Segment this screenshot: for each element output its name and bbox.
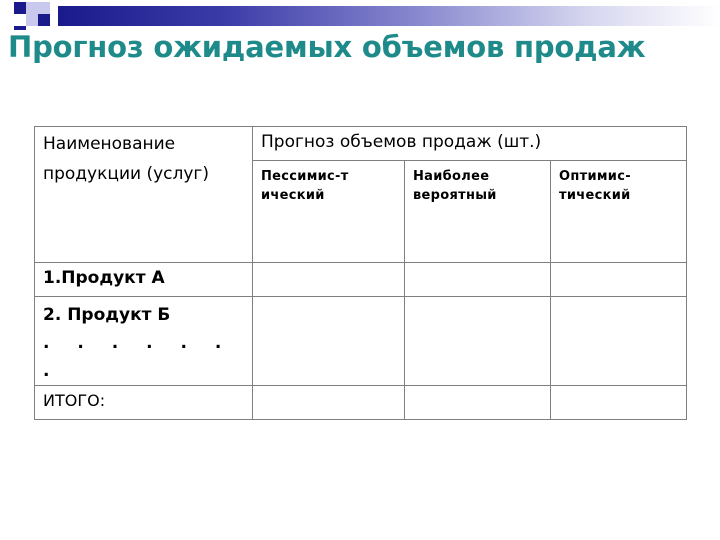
table-row xyxy=(35,386,687,420)
most-likely-header: Наиболее вероятный xyxy=(405,161,551,263)
table-cell xyxy=(405,263,551,297)
table-cell xyxy=(551,386,687,420)
row-label: 2. Продукт Б xyxy=(43,305,171,325)
forecast-table xyxy=(34,126,687,420)
table-cell xyxy=(253,297,405,386)
optimistic-header: Оптимис- тический xyxy=(551,161,687,263)
decorative-square xyxy=(26,2,38,14)
gradient-bar xyxy=(58,6,720,26)
table-cell xyxy=(551,297,687,386)
product-name-header: Наименование продукции (услуг) xyxy=(35,127,253,263)
table-cell xyxy=(253,263,405,297)
decorative-square xyxy=(38,14,50,26)
row-label: 1.Продукт А xyxy=(35,263,253,297)
table-row xyxy=(35,297,687,386)
decorative-square xyxy=(26,14,38,26)
decorative-square xyxy=(38,2,50,14)
table-header-row xyxy=(35,127,687,161)
row-continuation-dots: . . . . . . . xyxy=(43,333,233,381)
table-row xyxy=(35,263,687,297)
slide-title: Прогноз ожидаемых объемов продаж xyxy=(8,30,646,64)
table-cell xyxy=(551,263,687,297)
table-cell xyxy=(253,386,405,420)
table-cell xyxy=(405,386,551,420)
forecast-header: Прогноз объемов продаж (шт.) xyxy=(253,127,687,161)
row-label: ИТОГО: xyxy=(35,386,253,420)
table-cell xyxy=(405,297,551,386)
row-label-cell xyxy=(35,297,253,386)
decorative-top-band xyxy=(0,0,720,30)
pessimistic-header: Пессимис-т ический xyxy=(253,161,405,263)
decorative-square xyxy=(14,2,26,14)
